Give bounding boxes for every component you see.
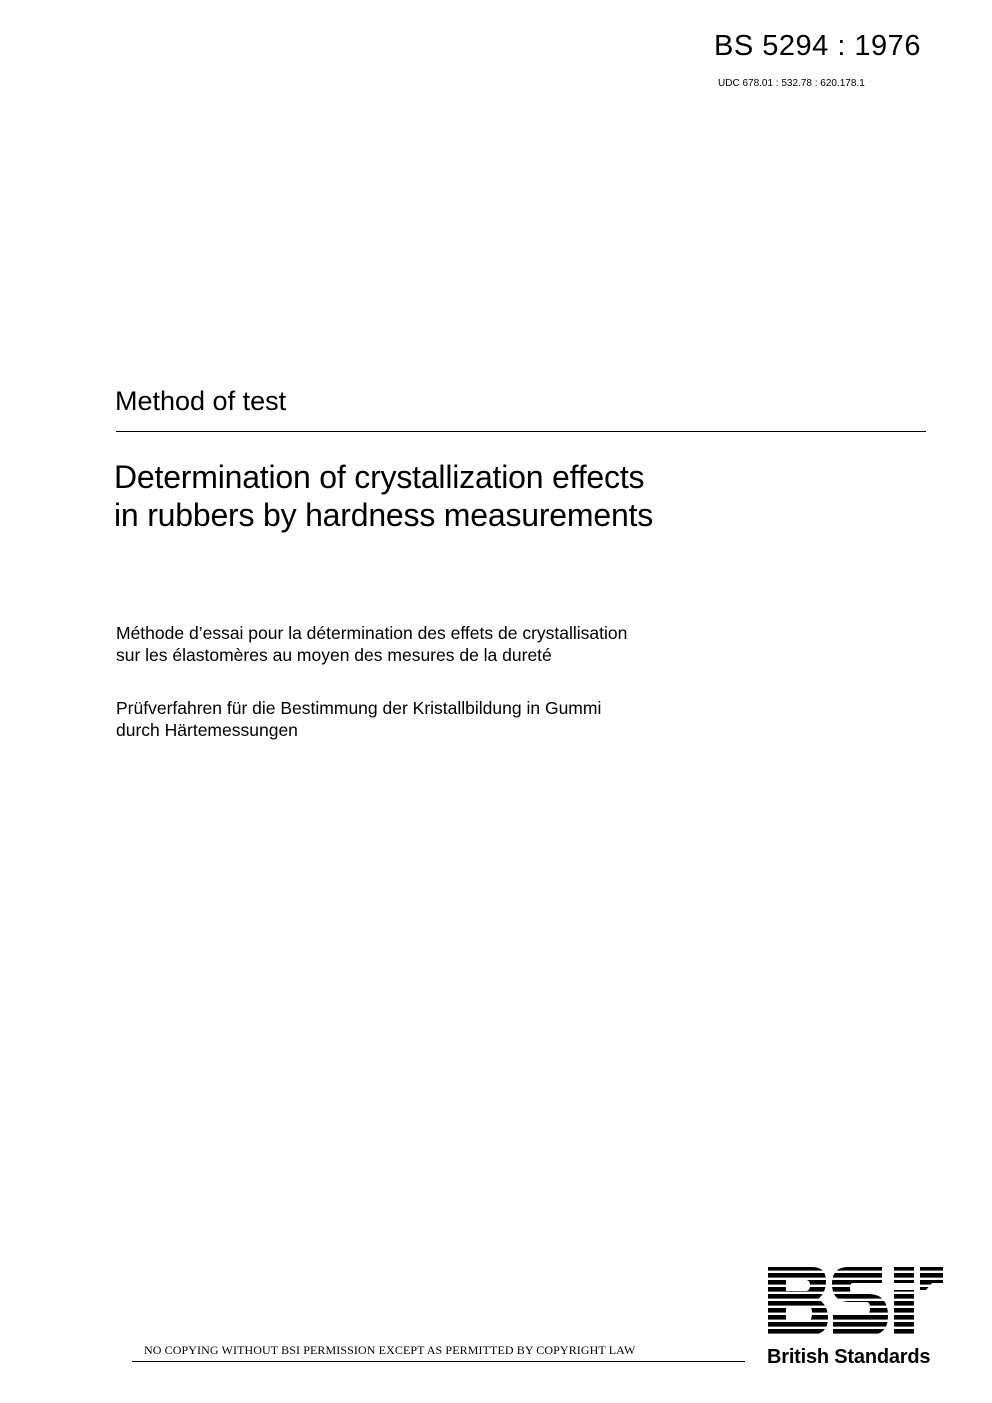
bsi-logo-icon	[766, 1266, 944, 1336]
document-title-line: Determination of crystallization effects	[114, 459, 645, 495]
german-title-line: Prüfverfahren für die Bestimmung der Kristallbildung in Gummi	[116, 698, 602, 718]
copyright-divider	[132, 1361, 745, 1362]
series-label: Method of test	[115, 386, 287, 416]
copyright-notice: NO COPYING WITHOUT BSI PERMISSION EXCEPT AS PERMITTED BY COPYRIGHT LAW	[144, 1343, 636, 1357]
document-title-line: in rubbers by hardness measurements	[114, 497, 654, 533]
title-divider	[116, 431, 926, 432]
logo-caption: British Standards	[767, 1346, 931, 1368]
french-title	[116, 622, 627, 666]
french-title-line: sur les élastomères au moyen des mesures de la dureté	[116, 645, 552, 665]
german-title-line: durch Härtemessungen	[116, 720, 298, 740]
udc-code: UDC 678.01 : 532.78 : 620.178.1	[718, 78, 865, 89]
standard-number: BS 5294 : 1976	[714, 30, 921, 62]
german-title	[116, 697, 601, 741]
french-title-line: Méthode d’essai pour la détermination des effets de crystallisation	[116, 623, 628, 643]
document-title	[114, 458, 653, 534]
